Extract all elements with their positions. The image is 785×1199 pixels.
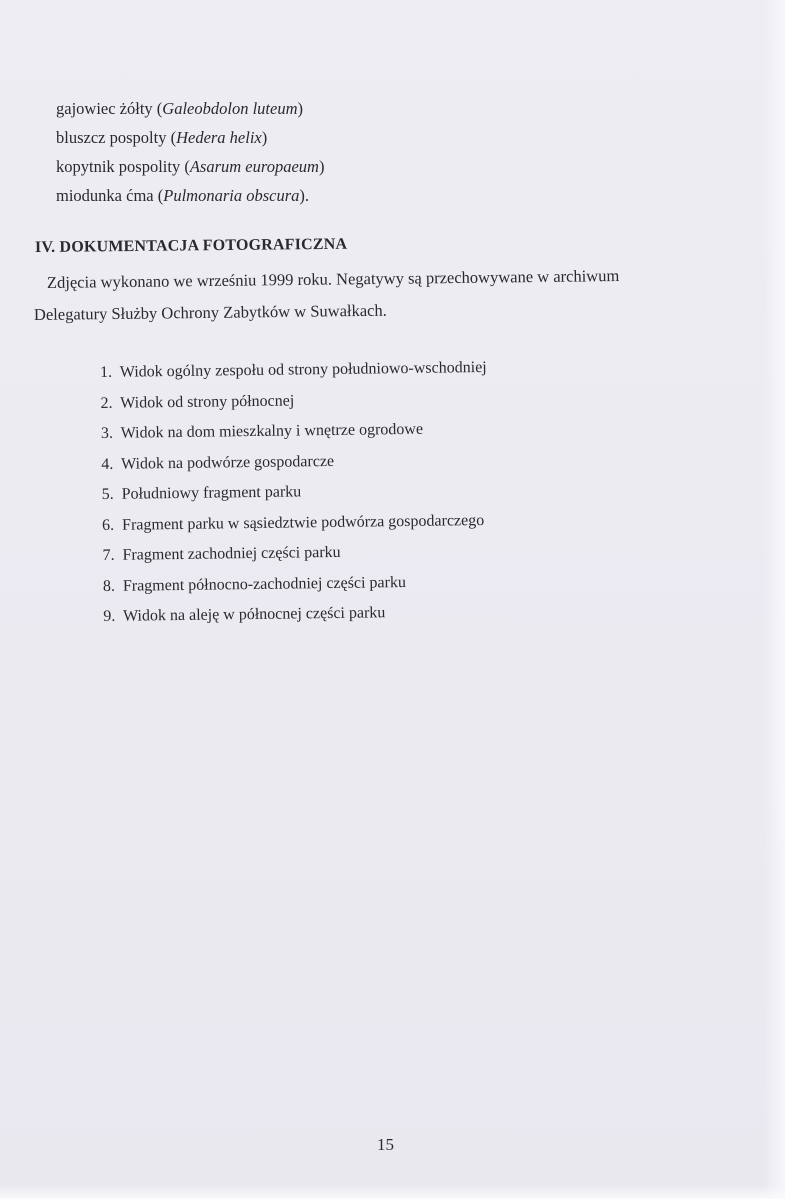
species-common-name: kopytnik pospolity bbox=[56, 157, 181, 176]
photo-number: 2. bbox=[100, 394, 113, 412]
species-line: bluszcz pospolty (Hedera helix) bbox=[56, 128, 268, 147]
species-common-name: miodunka ćma bbox=[56, 186, 154, 205]
photo-description: Widok na podwórze gospodarcze bbox=[120, 452, 335, 473]
photo-number: 9. bbox=[103, 607, 116, 625]
photo-list-item bbox=[102, 480, 489, 516]
photo-number: 3. bbox=[100, 424, 114, 442]
species-latin-name: Pulmonaria obscura bbox=[163, 186, 300, 205]
species-line: miodunka ćma (Pulmonaria obscura). bbox=[56, 186, 309, 205]
page-number: 15 bbox=[377, 1135, 394, 1154]
photo-description: Widok ogólny zespołu od strony południowo-wschodniej bbox=[119, 358, 487, 381]
photo-list-item bbox=[100, 358, 487, 394]
species-line: kopytnik pospolity (Asarum europaeum) bbox=[56, 157, 325, 176]
photo-list-item bbox=[100, 388, 487, 424]
photo-number: 1. bbox=[100, 363, 113, 381]
photo-number: 5. bbox=[101, 485, 114, 503]
page-edge-shading bbox=[0, 1185, 785, 1199]
species-line: gajowiec żółty (Galeobdolon luteum) bbox=[56, 99, 303, 118]
photo-number: 6. bbox=[102, 516, 115, 534]
species-latin-name: Galeobdolon luteum bbox=[162, 99, 298, 118]
photo-description: Widok na aleję w północnej części parku bbox=[122, 604, 386, 625]
photo-description: Fragment północno-zachodniej części parku bbox=[122, 573, 407, 595]
photo-list bbox=[100, 358, 490, 638]
species-latin-name: Asarum europaeum bbox=[189, 157, 319, 176]
paragraph-line-1: Zdjęcia wykonano we wrześniu 1999 roku. Negatywy są przechowywane w archiwum bbox=[46, 266, 620, 292]
photo-list-item bbox=[102, 541, 489, 577]
species-common-name: gajowiec żółty bbox=[56, 99, 153, 118]
species-suffix: . bbox=[304, 186, 309, 205]
photo-description: Fragment zachodniej części parku bbox=[122, 543, 341, 564]
photo-number: 8. bbox=[102, 577, 116, 595]
photo-list-item bbox=[102, 510, 489, 546]
photo-description: Widok na dom mieszkalny i wnętrze ogrodowe bbox=[120, 420, 424, 442]
photo-list-item bbox=[103, 602, 490, 638]
photo-description: Fragment parku w sąsiedztwie podwórza gospodarczego bbox=[122, 511, 485, 534]
photo-number: 4. bbox=[101, 455, 114, 473]
photo-description: Widok od strony północnej bbox=[120, 391, 295, 412]
photo-list-item bbox=[101, 419, 488, 455]
page-edge-shading bbox=[763, 0, 785, 1199]
species-common-name: bluszcz pospolty bbox=[56, 128, 167, 147]
photo-description: Południowy fragment parku bbox=[121, 483, 302, 503]
photo-list-item bbox=[101, 449, 488, 485]
species-latin-name: Hedera helix bbox=[176, 128, 262, 147]
photo-list-item bbox=[103, 571, 490, 607]
paragraph-line-2: Delegatury Służby Ochrony Zabytków w Suwałkach. bbox=[33, 300, 387, 324]
section-heading: IV. DOKUMENTACJA FOTOGRAFICZNA bbox=[34, 235, 348, 256]
photo-number: 7. bbox=[102, 546, 115, 564]
